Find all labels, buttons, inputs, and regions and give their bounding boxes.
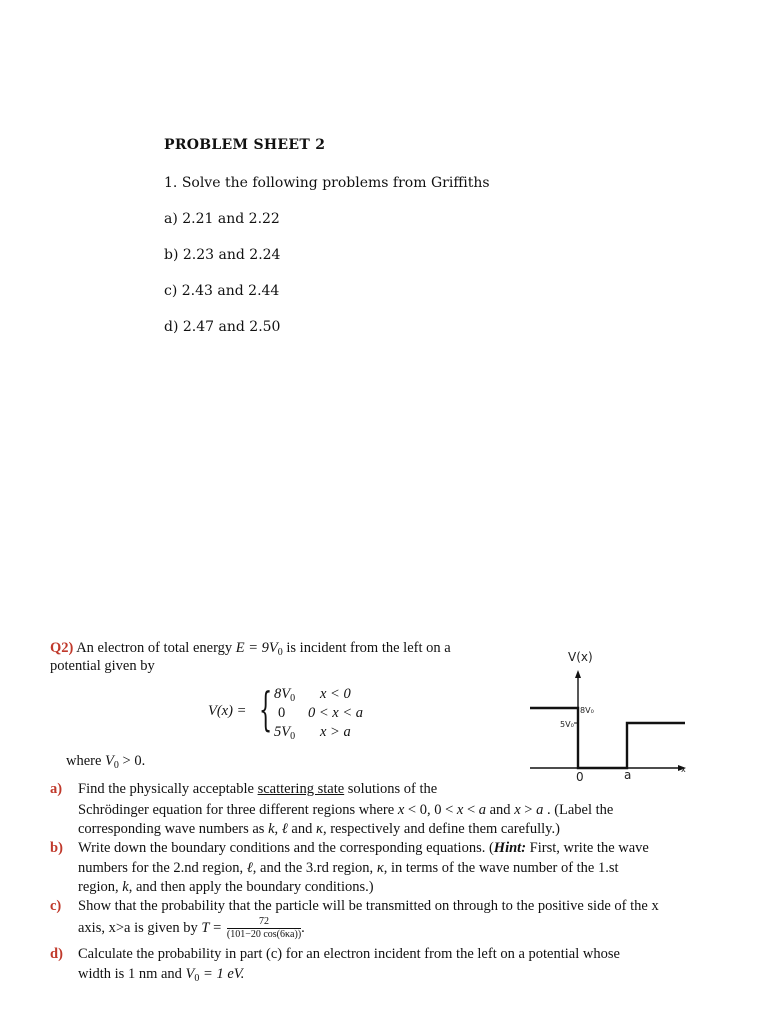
q2-intro-text-end: is incident from the left on a [282, 640, 451, 656]
v0-rest: = 1 eV. [199, 966, 245, 982]
part-b-text: Write down the boundary conditions and the corresponding equations. ( [78, 840, 494, 856]
item-label: d) [164, 319, 179, 335]
v0-sub: 0 [194, 973, 200, 984]
item-label: c) [164, 283, 178, 299]
q2-intro-line1 [50, 640, 451, 658]
y-axis-arrow [575, 670, 581, 678]
energy-equation: E = 9V [235, 640, 278, 656]
row-value-sub: 0 [290, 693, 296, 704]
potential-lhs: V(x) = [208, 703, 247, 719]
graph-y-label: V(x) [568, 650, 593, 664]
part-a-line1: a) Find the physically acceptable scattering state solutions of the [50, 781, 438, 797]
part-d-line2 [78, 966, 244, 984]
where-text: where [66, 753, 106, 769]
q2-intro-line2: potential given by [50, 658, 155, 674]
row-value: 0 [278, 705, 286, 721]
part-c-text: Show that the probability that the particle will be transmitted on through to the positive side of the x [78, 898, 659, 914]
level-8-label: 8V₀ [580, 706, 594, 715]
q1-text: Solve the following problems from Griffiths [181, 175, 490, 191]
list-item [164, 319, 280, 335]
row-value-sub: 0 [290, 731, 296, 742]
part-d-text-2: width is 1 nm and [78, 966, 186, 982]
part-d-text: Calculate the probability in part (c) for an electron incident from the left on a potential whose [78, 946, 620, 962]
potential-curve [530, 708, 685, 768]
hint-rest: First, write the wave [526, 840, 649, 856]
q1-number: 1. [164, 175, 178, 191]
where-var: V [105, 753, 114, 769]
where-condition [66, 753, 145, 771]
graph-x-label: x [681, 765, 686, 774]
part-b-line1 [50, 840, 649, 857]
list-item [164, 247, 280, 263]
item-label: b) [164, 247, 179, 263]
part-label: b) [50, 840, 63, 856]
part-a-line2: Schrödinger equation for three different regions where x < 0, 0 < x < a and x > a . (Label the [78, 802, 614, 818]
tick-a-label: a [624, 768, 632, 782]
where-sub: 0 [113, 760, 119, 771]
part-c-line1 [50, 898, 659, 915]
hint-label: Hint: [493, 840, 527, 856]
v0-var: V [185, 966, 195, 982]
tick-0-label: 0 [576, 770, 584, 784]
part-b-line2: numbers for the 2.nd region, ℓ, and the 3.rd region, κ, in terms of the wave number of the 1.st [78, 860, 619, 876]
underlined-term: scattering state [257, 781, 345, 797]
fraction-end: . [301, 919, 305, 936]
row-condition: x < 0 [320, 686, 351, 702]
where-rest: > 0. [118, 753, 146, 769]
row-condition: 0 < x < a [308, 705, 364, 721]
part-d-line1 [50, 946, 620, 963]
item-label: a) [164, 211, 178, 227]
part-b-line3: region, k, and then apply the boundary conditions.) [78, 879, 374, 895]
part-label: a) [50, 781, 63, 797]
part-label: c) [50, 898, 62, 914]
item-text: 2.21 and 2.22 [182, 211, 280, 227]
row-condition: x > a [320, 724, 351, 740]
left-brace: { [259, 682, 273, 736]
q2-label: Q2) [50, 640, 74, 656]
list-item [164, 211, 280, 227]
row-value: 5V [274, 724, 291, 740]
part-c-line2: axis, x>a is given by T = $\frac{72}{(101-20 \cos(6\kappa a))}$ . [78, 916, 305, 940]
potential-graph [530, 640, 700, 790]
row-value: 8V [274, 686, 291, 702]
part-label: d) [50, 946, 63, 962]
item-text: 2.47 and 2.50 [182, 319, 281, 335]
list-item [164, 283, 279, 299]
transmission-fraction [227, 916, 301, 941]
item-text: 2.43 and 2.44 [181, 283, 280, 299]
item-text: 2.23 and 2.24 [182, 247, 281, 263]
q2-intro-text: An electron of total energy [76, 640, 236, 656]
energy-subscript: 0 [277, 647, 283, 658]
part-a-line3: corresponding wave numbers as k, ℓ and κ, respectively and define them carefully.) [78, 821, 560, 837]
potential-equation [200, 683, 400, 743]
level-5-label: 5V₀ [560, 720, 574, 729]
q1-line [164, 175, 490, 191]
fraction-denominator: (101−20 cos(6κa)) [226, 929, 302, 940]
sheet-title: PROBLEM SHEET 2 [164, 137, 326, 153]
fraction-numerator: 72 [227, 916, 301, 929]
